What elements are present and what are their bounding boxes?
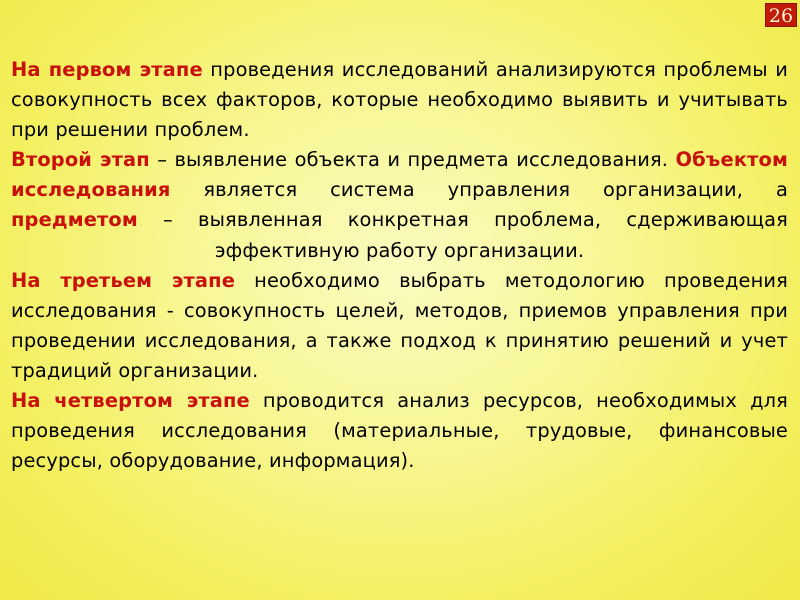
stage-2-text-2: является система управления организации, а <box>170 178 788 202</box>
paragraph-stage-2 <box>11 145 788 265</box>
stage-3-heading: На третьем этапе <box>11 268 236 292</box>
object-of-research-term: Объектом исследования <box>11 148 789 202</box>
stage-2-text-1: – выявление объекта и предмета исследования. <box>149 148 676 172</box>
paragraph-stage-3 <box>11 266 788 386</box>
stage-1-text: проведения исследований анализируются проблемы и совокупность всех факторов, которые необходимо выявить и учитывать при решении проблем. <box>11 58 788 142</box>
stage-2-text-3: – выявленная конкретная проблема, сдерживающая эффективную работу организации. <box>137 208 788 262</box>
stage-2-heading: Второй этап <box>11 148 150 172</box>
stage-4-heading: На четвертом этапе <box>11 389 250 413</box>
paragraph-stage-1 <box>11 55 788 145</box>
stage-4-text: проводится анализ ресурсов, необходимых для проведения исследования (материальные, трудовые, финансовые ресурсы, оборудование, информация). <box>11 389 788 473</box>
stage-1-heading: На первом этапе <box>11 58 203 81</box>
page-number-badge: 26 <box>765 3 797 27</box>
subject-of-research-term: предметом <box>11 208 138 232</box>
stage-3-text: необходимо выбрать методологию проведения исследования - совокупность целей, методов, приемов управления при проведении исследования, а также подход к принятию решений и учет традиций организации. <box>11 268 788 382</box>
paragraph-stage-4 <box>11 386 788 476</box>
slide-body <box>11 55 788 476</box>
